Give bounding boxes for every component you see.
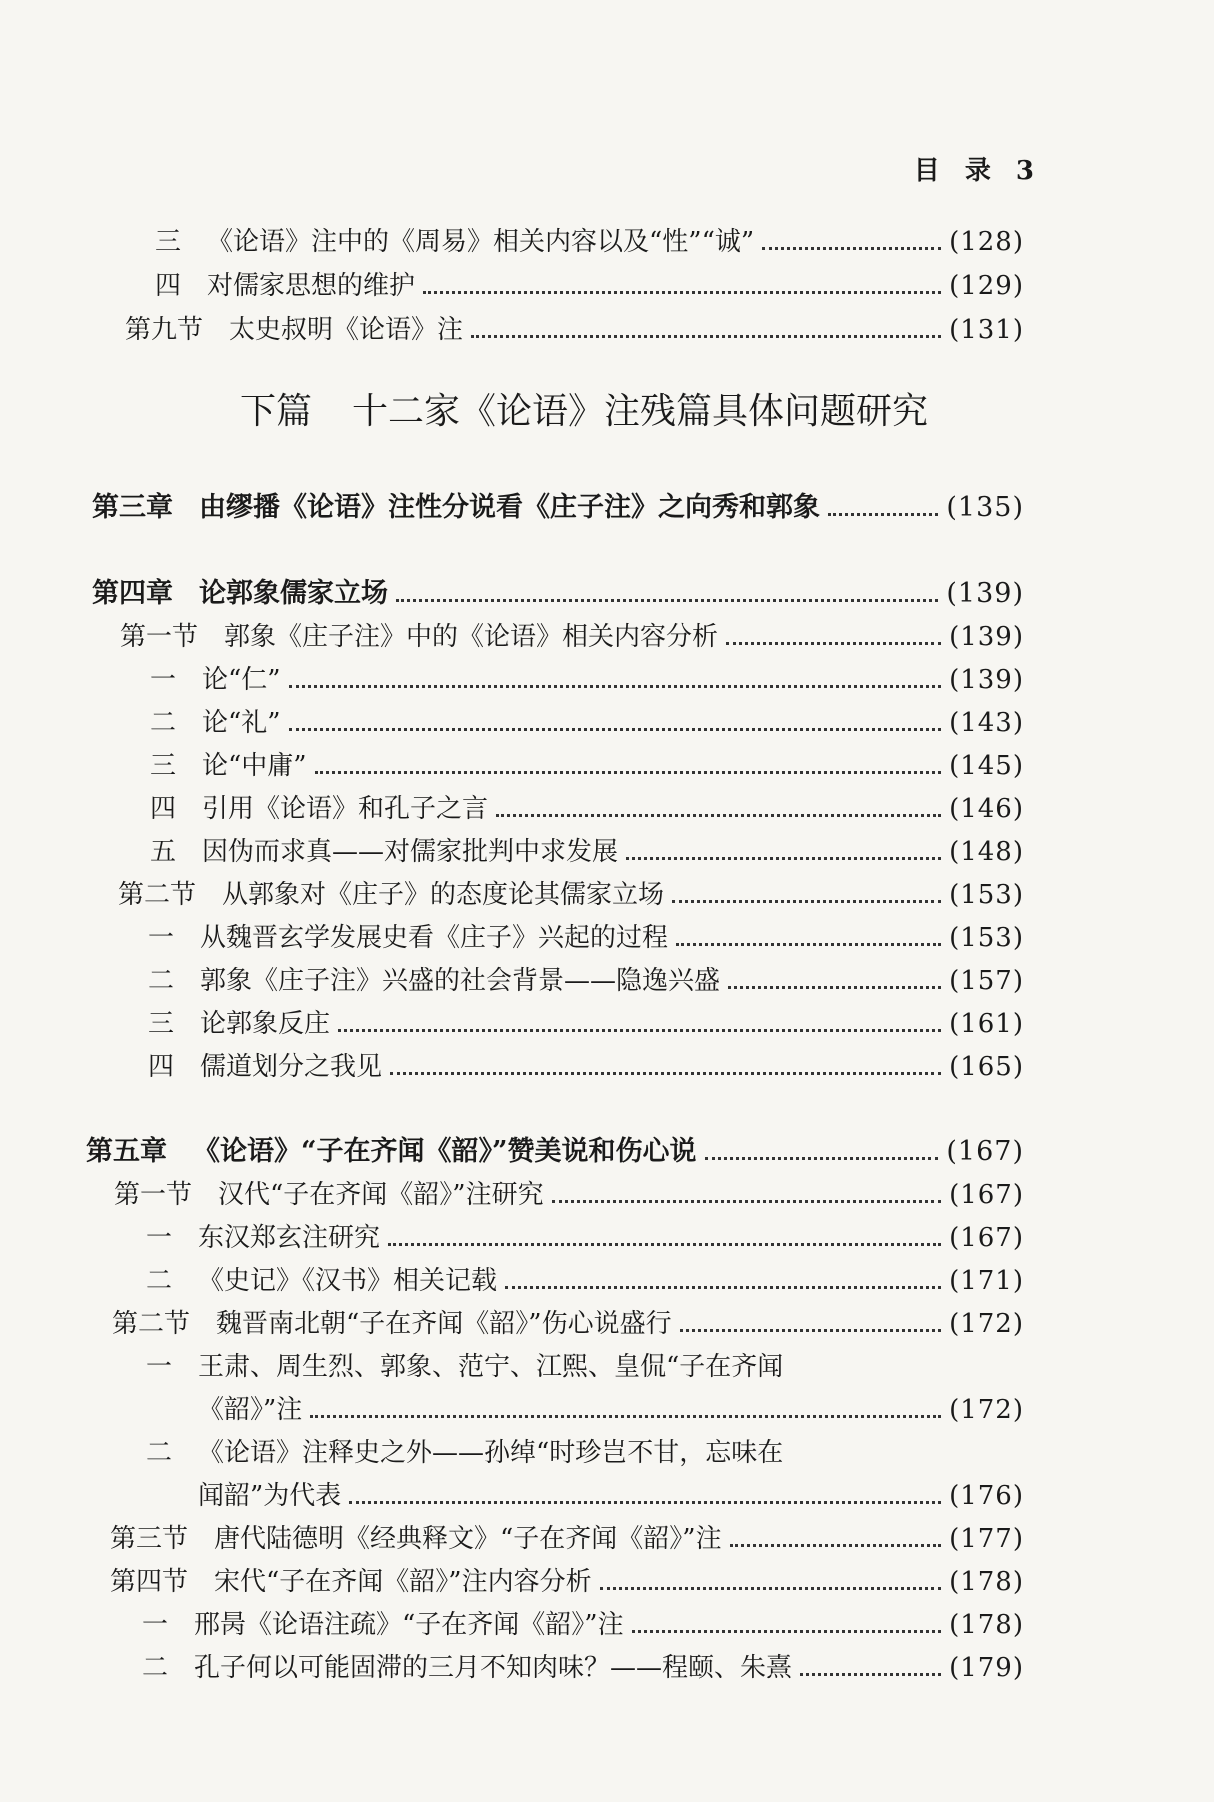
entry-title: 《论语》注中的《周易》相关内容以及“性”“诚” [207, 227, 755, 257]
toc-entry [114, 1175, 1024, 1215]
toc-entry [148, 1047, 1024, 1087]
entry-page: (135) [946, 492, 1024, 523]
toc-entry [150, 703, 1024, 743]
entry-title: 太史叔明《论语》注 [229, 315, 464, 345]
entry-number: 三 [155, 227, 182, 257]
entry-number: 第三节 [110, 1524, 189, 1554]
entry-page: (178) [949, 1567, 1024, 1597]
entry-title: 引用《论语》和孔子之言 [202, 794, 489, 824]
header-page-number: 3 [1015, 156, 1042, 186]
entry-number: 二 [148, 966, 175, 996]
entry-number: 第一节 [120, 622, 199, 652]
toc-entry [110, 1562, 1024, 1602]
toc-entry [125, 310, 1024, 350]
entry-page: (143) [949, 708, 1024, 738]
chapter-title: 《论语》“子在齐闻《韶》”赞美说和伤心说 [193, 1136, 697, 1167]
dot-leader [672, 888, 941, 903]
entry-page: (177) [949, 1524, 1024, 1554]
toc-entry-first-line [146, 1347, 783, 1387]
toc-entry [198, 1476, 1024, 1516]
entry-number: 第四节 [110, 1567, 189, 1597]
dot-leader [315, 759, 941, 774]
toc-chapter [92, 488, 1024, 528]
part-label: 下篇 [240, 391, 313, 432]
entry-number: 四 [148, 1052, 175, 1082]
dot-leader [310, 1403, 941, 1418]
entry-page: (145) [949, 751, 1024, 781]
entry-title: 论“礼” [202, 708, 281, 738]
entry-page: (153) [949, 923, 1024, 953]
entry-title: 从郭象对《庄子》的态度论其儒家立场 [222, 880, 665, 910]
chapter-number: 第三章 [92, 492, 173, 523]
toc-chapter [86, 1132, 1024, 1172]
toc-entry [150, 832, 1024, 872]
dot-leader [505, 1274, 941, 1289]
entry-number: 第一节 [114, 1180, 193, 1210]
toc-entry-first-line [146, 1433, 783, 1473]
toc-entry [146, 1218, 1024, 1258]
entry-page: (131) [949, 315, 1024, 345]
part-heading: 十二家《论语》注残篇具体问题研究 [352, 391, 929, 432]
toc-entry [198, 1390, 1024, 1430]
entry-number: 二 [142, 1653, 169, 1683]
chapter-number: 第五章 [86, 1136, 167, 1167]
entry-page: (139) [949, 665, 1024, 695]
entry-page: (148) [949, 837, 1024, 867]
toc-entry [120, 617, 1024, 657]
chapter-title: 由缪播《论语》注性分说看《庄子注》之向秀和郭象 [199, 492, 820, 523]
entry-number: 一 [146, 1352, 173, 1382]
entry-title-continued: 《韶》”注 [198, 1395, 303, 1425]
dot-leader [705, 1145, 939, 1160]
part-title [240, 388, 928, 436]
entry-number: 第二节 [118, 880, 197, 910]
entry-title-continued: 闻韶”为代表 [198, 1481, 342, 1511]
entry-title: 唐代陆德明《经典释文》“子在齐闻《韶》”注 [214, 1524, 722, 1554]
toc-entry [112, 1304, 1024, 1344]
dot-leader [390, 1060, 941, 1075]
dot-leader [388, 1231, 941, 1246]
toc-entry [148, 961, 1024, 1001]
entry-page: (157) [949, 966, 1024, 996]
entry-page: (139) [946, 578, 1024, 609]
dot-leader [730, 1532, 941, 1547]
entry-page: (139) [949, 622, 1024, 652]
toc-entry [110, 1519, 1024, 1559]
entry-title: 邢昺《论语注疏》“子在齐闻《韶》”注 [194, 1610, 624, 1640]
dot-leader [423, 279, 941, 294]
entry-title: 儒道划分之我见 [200, 1052, 383, 1082]
dot-leader [726, 630, 941, 645]
toc-entry [148, 1004, 1024, 1044]
entry-title: 孔子何以可能固滞的三月不知肉味？——程颐、朱熹 [194, 1653, 793, 1683]
entry-number: 一 [142, 1610, 169, 1640]
entry-number: 三 [150, 751, 177, 781]
entry-title: 《史记》《汉书》相关记载 [198, 1266, 498, 1296]
toc-entry [118, 875, 1024, 915]
entry-number: 第二节 [112, 1309, 191, 1339]
dot-leader [289, 673, 941, 688]
toc-entry [150, 789, 1024, 829]
entry-page: (179) [949, 1653, 1024, 1683]
entry-number: 一 [148, 923, 175, 953]
dot-leader [338, 1017, 941, 1032]
entry-page: (128) [949, 227, 1024, 257]
entry-title: 魏晋南北朝“子在齐闻《韶》”伤心说盛行 [216, 1309, 672, 1339]
dot-leader [289, 716, 941, 731]
entry-page: (178) [949, 1610, 1024, 1640]
chapter-number: 第四章 [92, 578, 173, 609]
entry-title: 郭象《庄子注》中的《论语》相关内容分析 [224, 622, 719, 652]
entry-page: (176) [949, 1481, 1024, 1511]
dot-leader [552, 1188, 941, 1203]
entry-number: 二 [150, 708, 177, 738]
entry-title: 郭象《庄子注》兴盛的社会背景——隐逸兴盛 [200, 966, 721, 996]
entry-number: 四 [155, 271, 182, 301]
entry-page: (172) [949, 1395, 1024, 1425]
toc-entry [142, 1605, 1024, 1645]
entry-page: (165) [949, 1052, 1024, 1082]
entry-page: (153) [949, 880, 1024, 910]
entry-title: 王肃、周生烈、郭象、范宁、江熙、皇侃“子在齐闻 [198, 1352, 784, 1382]
toc-entry [148, 918, 1024, 958]
dot-leader [626, 845, 941, 860]
entry-title: 对儒家思想的维护 [207, 271, 416, 301]
toc-entry [155, 222, 1024, 262]
entry-page: (129) [949, 271, 1024, 301]
entry-number: 四 [150, 794, 177, 824]
dot-leader [471, 323, 941, 338]
entry-title: 论“中庸” [202, 751, 307, 781]
dot-leader [349, 1489, 941, 1504]
entry-number: 二 [146, 1266, 173, 1296]
dot-leader [396, 587, 938, 602]
entry-number: 第九节 [125, 315, 204, 345]
entry-title: 从魏晋玄学发展史看《庄子》兴起的过程 [200, 923, 669, 953]
entry-page: (167) [946, 1136, 1024, 1167]
entry-title: 论“仁” [202, 665, 281, 695]
entry-title: 宋代“子在齐闻《韶》”注内容分析 [214, 1567, 592, 1597]
entry-title: 东汉郑玄注研究 [198, 1223, 381, 1253]
header-label: 目 录 [913, 156, 999, 186]
toc-chapter [92, 574, 1024, 614]
toc-entry [150, 660, 1024, 700]
chapter-title: 论郭象儒家立场 [199, 578, 388, 609]
entry-page: (172) [949, 1309, 1024, 1339]
entry-title: 《论语》注释史之外——孙绰“时珍岂不甘，忘味在 [198, 1438, 784, 1468]
entry-title: 因伪而求真——对儒家批判中求发展 [202, 837, 619, 867]
entry-page: (146) [949, 794, 1024, 824]
dot-leader [676, 931, 941, 946]
entry-number: 三 [148, 1009, 175, 1039]
toc-entry [150, 746, 1024, 786]
dot-leader [762, 235, 941, 250]
entry-number: 一 [146, 1223, 173, 1253]
dot-leader [600, 1575, 941, 1590]
entry-title: 汉代“子在齐闻《韶》”注研究 [218, 1180, 544, 1210]
dot-leader [680, 1317, 941, 1332]
dot-leader [632, 1618, 941, 1633]
dot-leader [496, 802, 941, 817]
dot-leader [800, 1661, 941, 1676]
entry-number: 五 [150, 837, 177, 867]
dot-leader [728, 974, 941, 989]
entry-number: 一 [150, 665, 177, 695]
toc-entry [146, 1261, 1024, 1301]
entry-page: (161) [949, 1009, 1024, 1039]
entry-title: 论郭象反庄 [200, 1009, 331, 1039]
entry-page: (171) [949, 1266, 1024, 1296]
entry-page: (167) [949, 1223, 1024, 1253]
toc-entry [142, 1648, 1024, 1688]
toc-entry [155, 266, 1024, 306]
entry-number: 二 [146, 1438, 173, 1468]
dot-leader [828, 501, 938, 516]
entry-page: (167) [949, 1180, 1024, 1210]
